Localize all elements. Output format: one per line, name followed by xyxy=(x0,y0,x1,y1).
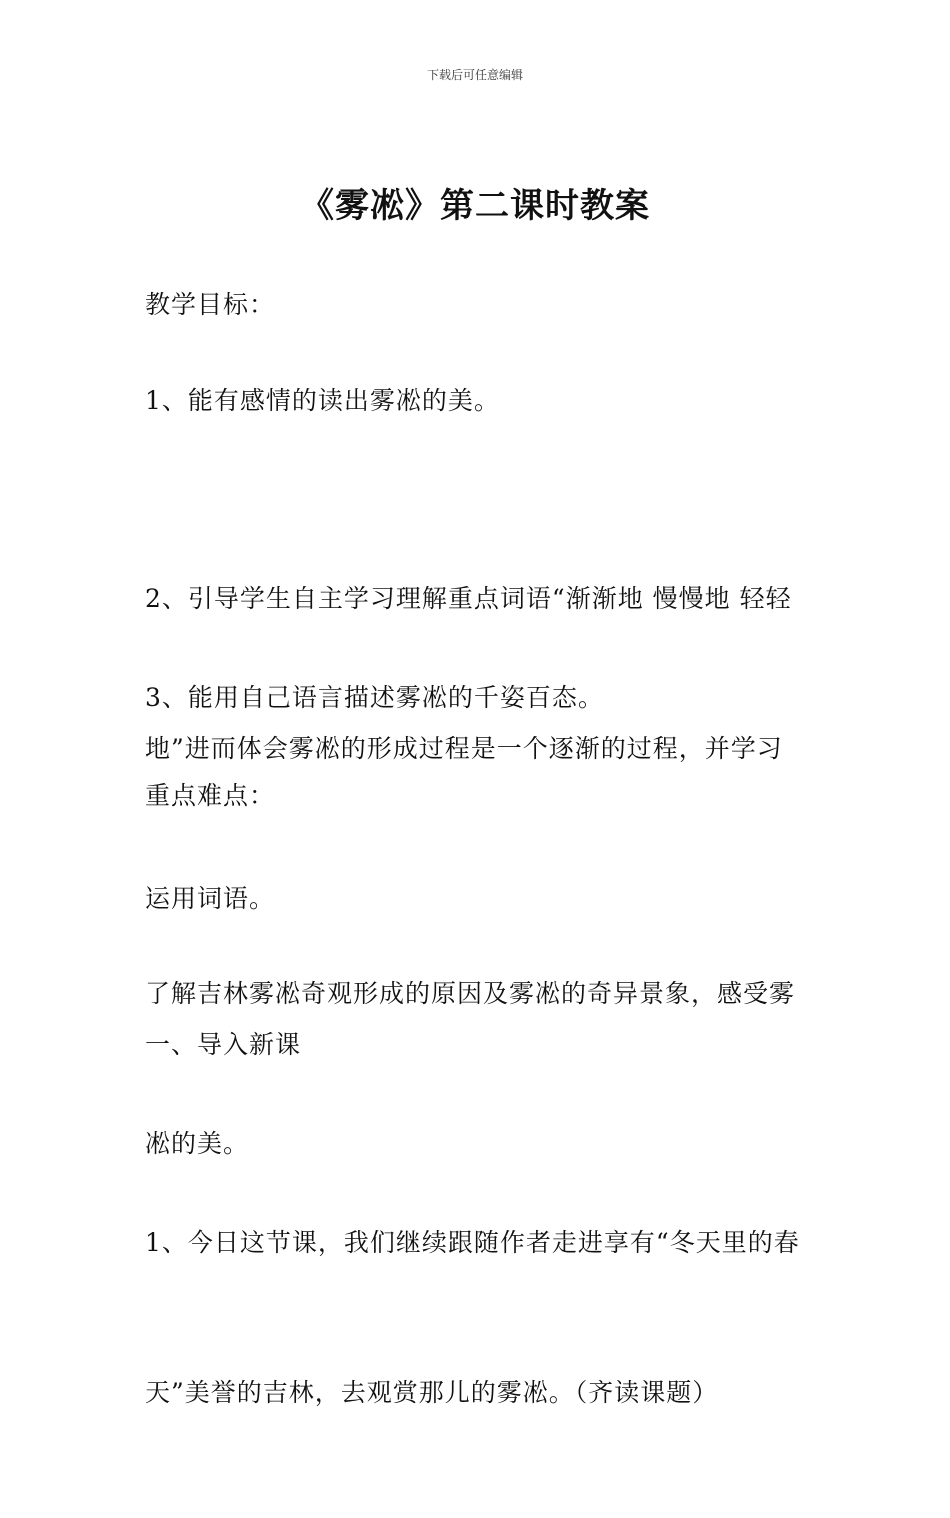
key-points-line: 凇的美。 xyxy=(145,1129,250,1158)
section-1-item-1-line: 1、今日这节课，我们继续跟随作者走进享有“冬天里的春 xyxy=(145,1228,800,1257)
key-points-heading: 重点难点： xyxy=(145,781,276,810)
header-note: 下载后可任意编辑 xyxy=(426,68,523,82)
objective-3: 3、能用自己语言描述雾凇的千姿百态。 xyxy=(145,683,604,712)
section-1-item-1-line: 天”美誉的吉林，去观赏那儿的雾凇。（齐读课题） xyxy=(145,1378,719,1407)
objective-1: 1、能有感情的读出雾凇的美。 xyxy=(145,386,500,415)
objective-2-line: 运用词语。 xyxy=(145,884,276,913)
key-points-line: 了解吉林雾凇奇观形成的原因及雾凇的奇异景象，感受雾 xyxy=(145,979,796,1008)
section-1-heading: 一、导入新课 xyxy=(145,1030,302,1059)
page-title: 《雾凇》第二课时教案 xyxy=(300,186,650,226)
objectives-heading: 教学目标： xyxy=(145,290,276,319)
objective-2-line: 地”进而体会雾凇的形成过程是一个逐渐的过程，并学习 xyxy=(145,734,783,763)
objective-2-line: 2、引导学生自主学习理解重点词语“渐渐地 慢慢地 轻轻 xyxy=(145,584,792,613)
section-1-item-1 xyxy=(145,1118,810,1518)
